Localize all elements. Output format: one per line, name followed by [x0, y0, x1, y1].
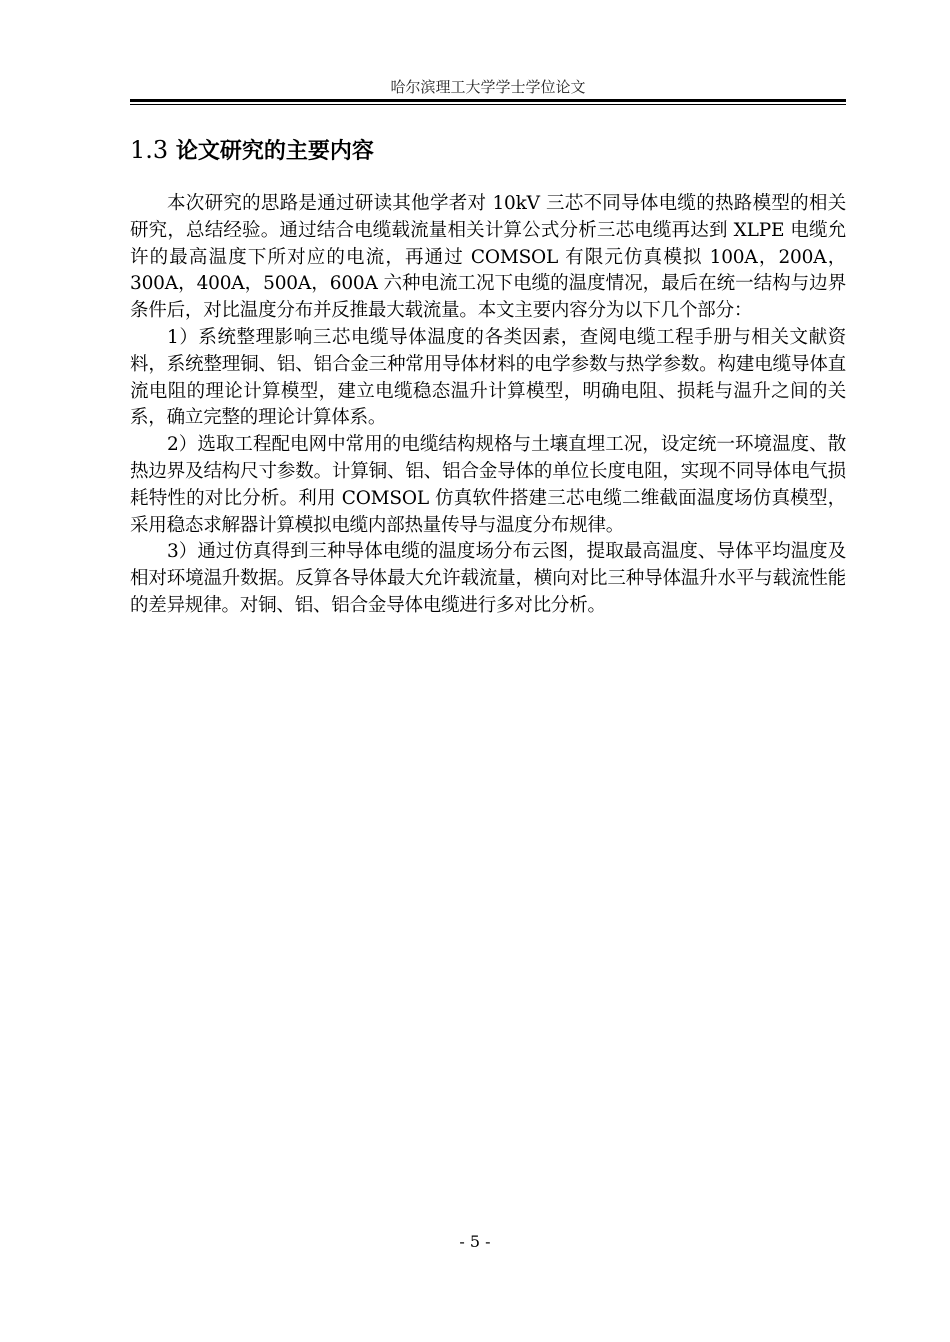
page-number: - 5 - — [459, 1232, 491, 1251]
running-header: 哈尔滨理工大学学士学位论文 — [390, 78, 586, 96]
header-rule-thick — [130, 99, 846, 102]
paragraph-intro: 本次研究的思路是通过研读其他学者对 10kV 三芯不同导体电缆的热路模型的相关研究，总结经验。通过结合电缆载流量相关计算公式分析三芯电缆再达到 XLPE 电缆允许的最高温度下所对应的电流，再通过 COMSOL 有限元仿真模拟 100A，200A，300A，400A，500A，600A 六种电流工况下电缆的温度情况，最后在统一结构与边界条件后，对比温度分布并反推最大载流量。本文主要内容分为以下几个部分： — [130, 193, 846, 322]
section-heading — [130, 132, 374, 170]
header-rule-thin — [130, 104, 846, 105]
paragraph-item-3: 3）通过仿真得到三种导体电缆的温度场分布云图，提取最高温度、导体平均温度及相对环境温升数据。反算各导体最大允许载流量，横向对比三种导体温升水平与载流性能的差异规律。对铜、铝、铝合金导体电缆进行多对比分析。 — [130, 541, 846, 616]
paragraph-item-1: 1）系统整理影响三芯电缆导体温度的各类因素，查阅电缆工程手册与相关文献资料，系统整理铜、铝、铝合金三种常用导体材料的电学参数与热学参数。构建电缆导体直流电阻的理论计算模型，建立电缆稳态温升计算模型，明确电阻、损耗与温升之间的关系，确立完整的理论计算体系。 — [130, 326, 846, 429]
section-title: 论文研究的主要内容 — [175, 139, 374, 164]
section-body — [130, 191, 846, 620]
paragraph-item-2: 2）选取工程配电网中常用的电缆结构规格与土壤直埋工况，设定统一环境温度、散热边界及结构尺寸参数。计算铜、铝、铝合金导体的单位长度电阻，实现不同导体电气损耗特性的对比分析。利用 COMSOL 仿真软件搭建三芯电缆二维截面温度场仿真模型，采用稳态求解器计算模拟电缆内部热量传导与温度分布规律。 — [130, 434, 846, 536]
section-number: 1.3 — [130, 136, 169, 164]
